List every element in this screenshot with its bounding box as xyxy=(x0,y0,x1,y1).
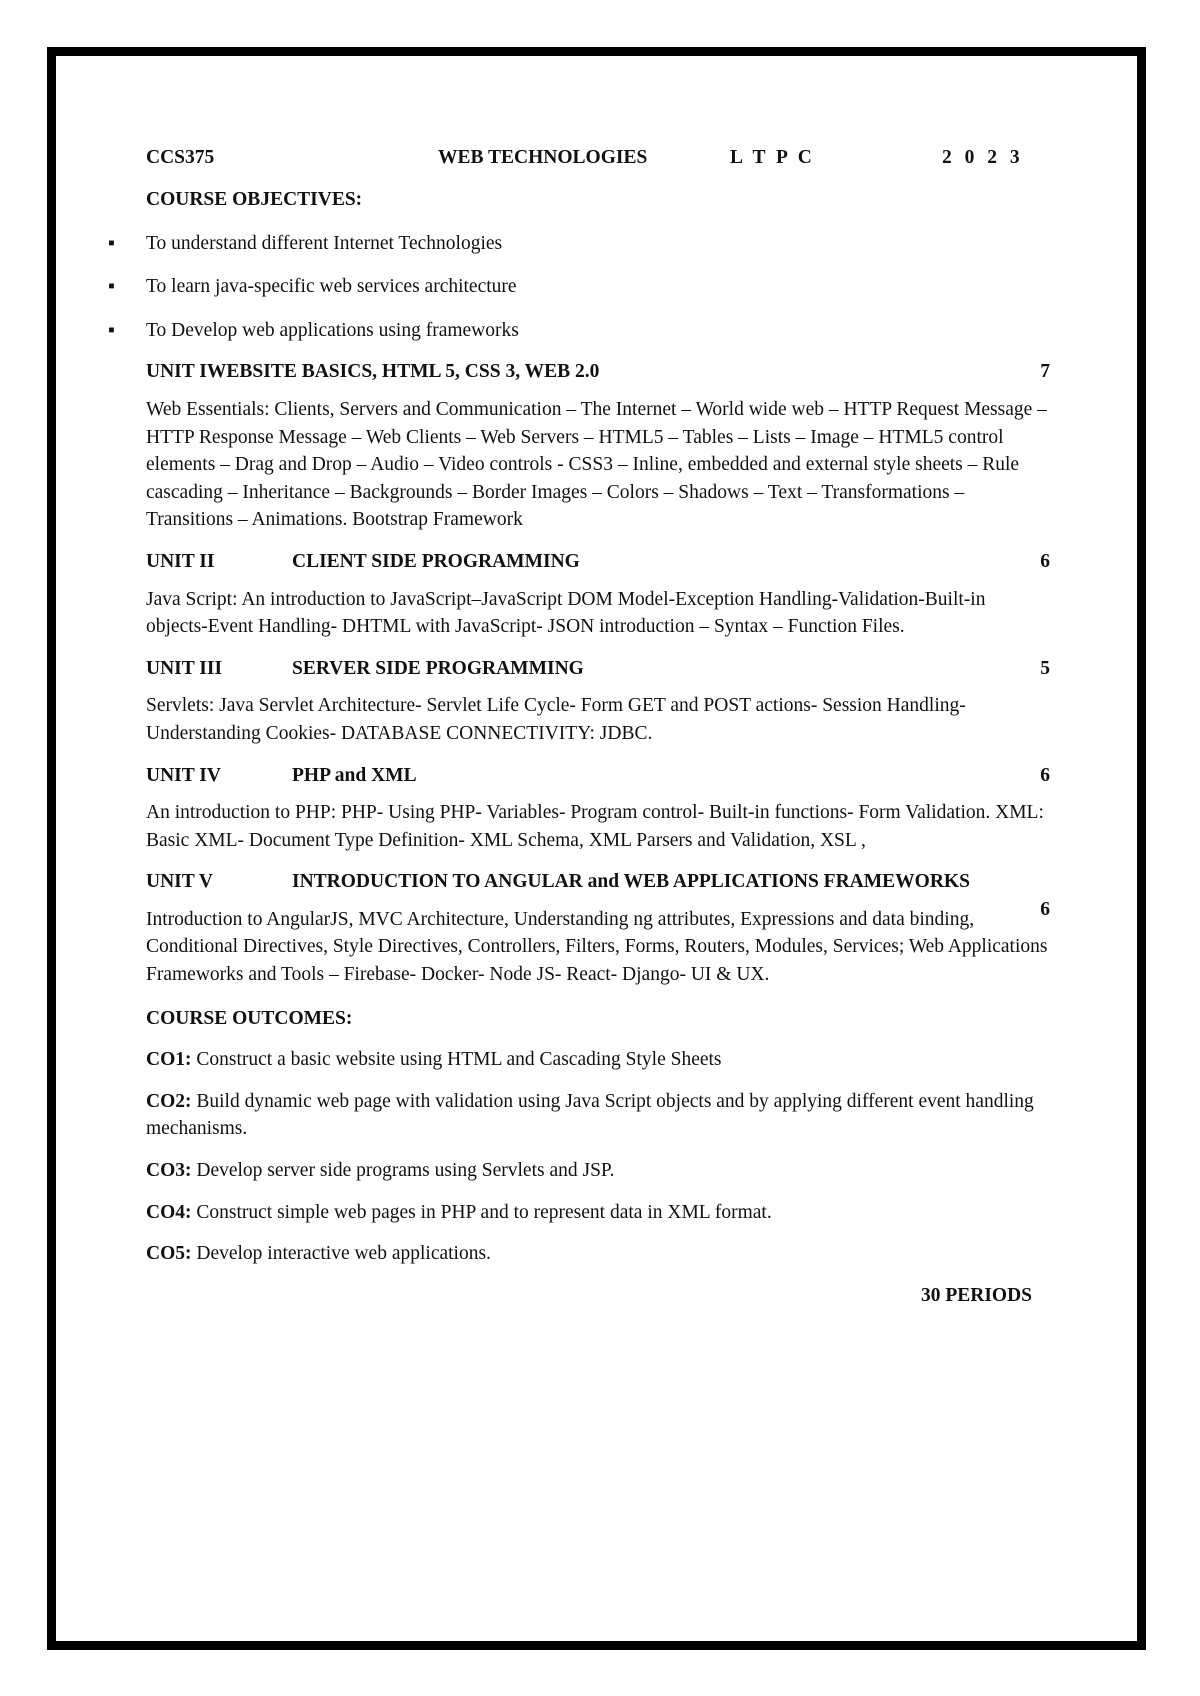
outcome-code: CO1: xyxy=(146,1049,192,1071)
unit-label: UNIT I xyxy=(146,361,207,383)
unit-1-content: Web Essentials: Clients, Servers and Communication – The Internet – World wide web – HTTP Request Message – HTTP Response Message – Web Clients – Web Servers – HTML5 – Tables – Lists – Image – HTML5 control elements – Drag and Drop – Audio – Video controls - CSS3 – Inline, embedded and external style sheets – Rule cascading – Inheritance – Backgrounds – Border Images – Colors – Shadows – Text – Transformations – Transitions – Animations. Bootstrap Framework xyxy=(146,398,1047,531)
objectives-heading: COURSE OBJECTIVES: xyxy=(146,189,363,210)
outcome-item xyxy=(146,1199,1050,1227)
bullet-icon: ▪ xyxy=(108,232,115,254)
syllabus-content xyxy=(108,144,1050,1309)
outcome-item xyxy=(146,1046,1050,1074)
objective-item: ▪ To understand different Internet Technologies xyxy=(146,230,1050,258)
unit-title: SERVER SIDE PROGRAMMING xyxy=(292,657,584,679)
unit-5-heading xyxy=(146,868,1050,920)
unit-label: UNIT II xyxy=(146,550,215,572)
outcome-code: CO5: xyxy=(146,1243,192,1265)
unit-title: PHP and XML xyxy=(292,764,417,786)
bullet-icon: ▪ xyxy=(108,276,115,298)
unit-hours: 5 xyxy=(1040,657,1050,679)
outcome-item xyxy=(146,1240,1050,1268)
unit-1-heading xyxy=(146,358,1050,386)
unit-hours: 6 xyxy=(1040,550,1050,572)
objectives-list xyxy=(108,230,1050,345)
unit-label: UNIT V xyxy=(146,871,214,893)
unit-2-heading xyxy=(146,548,1050,576)
unit-2-content: Java Script: An introduction to JavaScript–JavaScript DOM Model-Exception Handling-Validation-Built-in objects-Event Handling- DHTML with JavaScript- JSON introduction – Syntax – Function Files. xyxy=(146,588,986,638)
unit-label: UNIT III xyxy=(146,657,223,679)
objective-item: ▪ To learn java-specific web services architecture xyxy=(146,273,1050,301)
unit-hours: 6 xyxy=(1040,764,1050,786)
unit-title: CLIENT SIDE PROGRAMMING xyxy=(292,550,580,572)
credit-values: 2 0 2 3 xyxy=(942,147,1024,168)
outcome-text: Build dynamic web page with validation using Java Script objects and by applying different event handling mechanisms. xyxy=(146,1090,1034,1140)
outcome-item xyxy=(146,1088,1050,1143)
unit-title: INTRODUCTION TO ANGULAR and WEB APPLICATIONS FRAMEWORKS xyxy=(292,871,970,893)
objective-item: ▪ To Develop web applications using frameworks xyxy=(146,317,1050,345)
unit-4-heading xyxy=(146,762,1050,790)
outcome-code: CO2: xyxy=(146,1090,192,1112)
outcomes-heading: COURSE OUTCOMES: xyxy=(146,1007,353,1029)
outcome-code: CO3: xyxy=(146,1160,192,1182)
unit-title: WEBSITE BASICS, HTML 5, CSS 3, WEB 2.0 xyxy=(206,361,600,383)
outcome-text: Construct a basic website using HTML and Cascading Style Sheets xyxy=(196,1049,722,1071)
outcome-text: Develop interactive web applications. xyxy=(196,1243,491,1265)
unit-hours: 7 xyxy=(1040,361,1050,383)
outcome-text: Develop server side programs using Servlets and JSP. xyxy=(196,1160,615,1182)
unit-3-content: Servlets: Java Servlet Architecture- Servlet Life Cycle- Form GET and POST actions- Session Handling- Understanding Cookies- DATABASE CONNECTIVITY: JDBC. xyxy=(146,695,966,744)
bullet-icon: ▪ xyxy=(108,319,115,341)
unit-3-heading xyxy=(146,655,1050,683)
total-periods: 30 PERIODS xyxy=(920,1284,1032,1306)
ltpc-label: L T P C xyxy=(730,147,815,168)
outcome-item xyxy=(146,1157,1050,1185)
course-header xyxy=(146,144,1050,172)
unit-hours: 6 xyxy=(1040,898,1050,920)
outcome-text: Construct simple web pages in PHP and to represent data in XML format. xyxy=(196,1201,772,1223)
course-title: WEB TECHNOLOGIES xyxy=(438,147,648,168)
unit-label: UNIT IV xyxy=(146,764,221,786)
unit-5-content: Introduction to AngularJS, MVC Architecture, Understanding ng attributes, Expressions and data binding, Conditional Directives, Style Directives, Controllers, Filters, Forms, Routers, Modules, Services; Web Applications Frameworks and Tools – Firebase- Docker- Node JS- React- Django- UI & UX. xyxy=(146,908,1048,986)
outcome-code: CO4: xyxy=(146,1201,192,1223)
course-code: CCS375 xyxy=(146,147,215,168)
unit-4-content: An introduction to PHP: PHP- Using PHP- Variables- Program control- Built-in functions- Form Validation. XML: Basic XML- Document Type Definition- XML Schema, XML Parsers and Validation, XSL , xyxy=(146,802,1044,851)
